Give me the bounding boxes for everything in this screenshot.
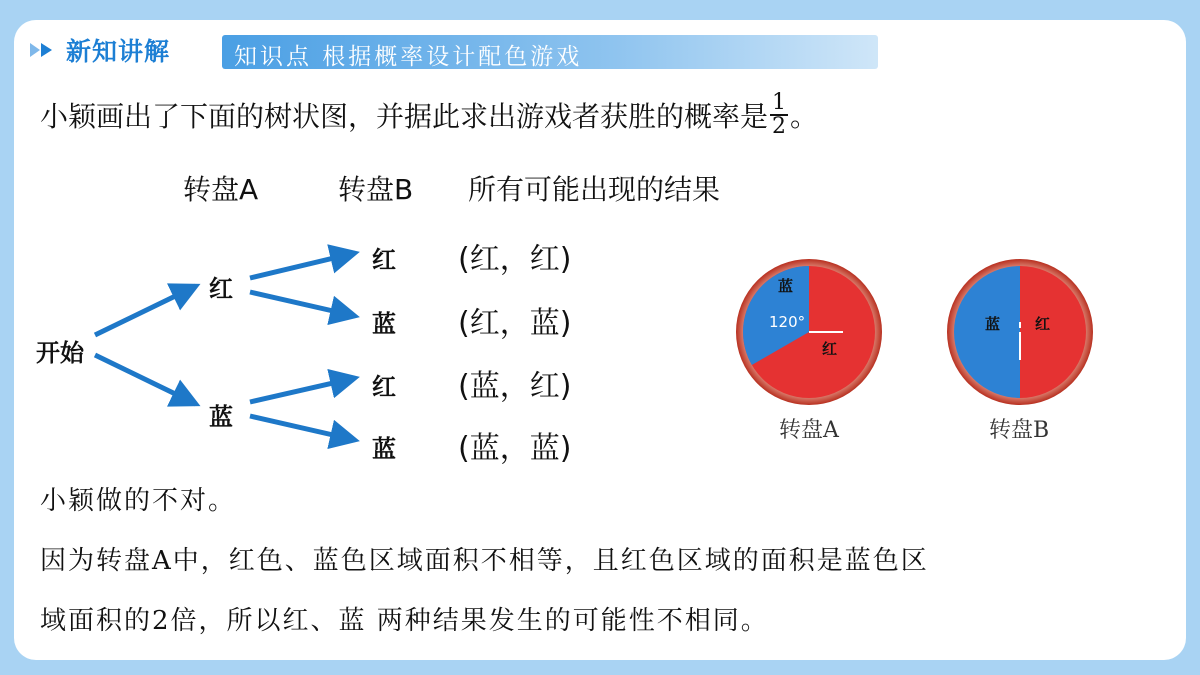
tree-start: 开始 xyxy=(36,339,84,367)
tree-level1-blue: 蓝 xyxy=(209,403,233,431)
fraction-numerator: 1 xyxy=(772,90,787,115)
fraction-denominator: 2 xyxy=(772,114,787,139)
spinner-b-blue-label: 蓝 xyxy=(985,315,1001,333)
outcome-red-red: (红，红) xyxy=(458,242,572,277)
column-spinner-a: 转盘A xyxy=(183,173,259,206)
outcome-red-blue: (红，蓝) xyxy=(458,306,572,341)
intro-period: 。 xyxy=(790,100,819,133)
spinner-a-caption: 转盘A xyxy=(779,418,839,443)
arrow-red-to-red xyxy=(250,253,355,278)
section-label: 新知讲解 xyxy=(66,37,171,66)
topic-title: 知识点 根据概率设计配色游戏 xyxy=(234,44,583,70)
spinner-b-red-label: 红 xyxy=(1035,315,1051,333)
arrow-blue-to-blue xyxy=(250,416,355,440)
answer-line-2: 因为转盘A中，红色、蓝色区域面积不相等，且红色区域的面积是蓝色区 xyxy=(40,546,929,576)
column-results: 所有可能出现的结果 xyxy=(468,173,721,206)
arrow-red-to-blue xyxy=(250,292,355,316)
spinner-a xyxy=(735,258,883,406)
tree-level2-blue-blue: 蓝 xyxy=(372,435,396,463)
tree-level2-red-blue: 蓝 xyxy=(372,310,396,338)
column-spinner-b: 转盘B xyxy=(338,173,414,206)
spinner-a-red-label: 红 xyxy=(822,340,838,358)
tree-level1-red: 红 xyxy=(209,275,233,303)
spinner-b-caption: 转盘B xyxy=(989,418,1050,443)
outcome-blue-red: (蓝，红) xyxy=(458,369,572,404)
arrow-start-to-red xyxy=(95,286,196,335)
spinner-a-angle-label: 120° xyxy=(769,313,806,331)
tree-level2-blue-red: 红 xyxy=(372,373,396,401)
outcome-blue-blue: (蓝，蓝) xyxy=(458,431,572,466)
arrow-start-to-blue xyxy=(95,355,196,404)
spinner-b xyxy=(946,258,1094,406)
answer-line-1: 小颖做的不对。 xyxy=(40,486,237,516)
intro-text: 小颖画出了下面的树状图，并据此求出游戏者获胜的概率是 xyxy=(40,100,769,133)
answer-line-3: 域面积的2倍，所以红、蓝 两种结果发生的可能性不相同。 xyxy=(40,606,769,636)
spinner-a-blue-label: 蓝 xyxy=(778,277,794,295)
arrow-blue-to-red xyxy=(250,378,355,402)
tree-level2-red-red: 红 xyxy=(372,246,396,274)
